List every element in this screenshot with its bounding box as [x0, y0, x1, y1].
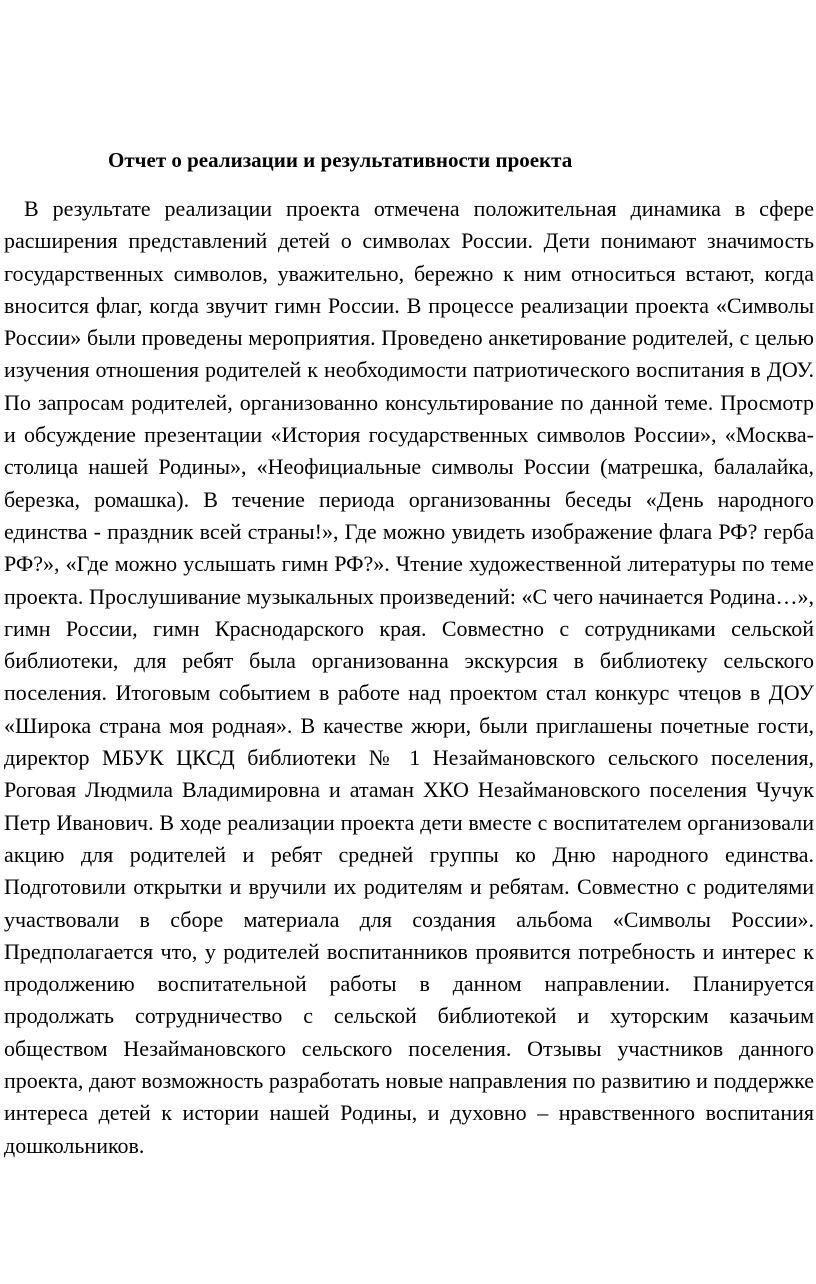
report-paragraph: В результате реализации проекта отмечена положительная динамика в сфере расширения представлений детей о символах России. Дети понимают значимость государственных символов, уважительно, бережно к ним относиться встают, когда вносится флаг, когда звучит гимн России. В процессе реализации проекта «Символы России» были проведены мероприятия. Проведено анкетирование родителей, с целью изучения отношения родителей к необходимости патриотического воспитания в ДОУ. По запросам родителей, организованно консультирование по данной теме. Просмотр и обсуждение презентации «История государственных символов России», «Москва-столица нашей Родины», «Неофициальные символы России (матрешка, балалайка, березка, ромашка). В течение периода организованны беседы «День народного единства - праздник всей страны!», Где можно увидеть изображение флага РФ? герба РФ?», «Где можно услышать гимн РФ?». Чтение художественной литературы по теме проекта. Прослушивание музыкальных произведений: «С чего начинается Родина…», гимн России, гимн Краснодарского края. Совместно с сотрудниками сельской библиотеки, для ребят была организованна экскурсия в библиотеку сельского поселения. Итоговым событием в работе над проектом стал конкурс чтецов в ДОУ «Широка страна моя родная». В качестве жюри, были приглашены почетные гости, директор МБУК ЦКСД библиотеки № 1 Незаймановского сельского поселения, Роговая Людмила Владимировна и атаман ХКО Незаймановского поселения Чучук Петр Иванович. В ходе реализации проекта дети вместе с воспитателем организовали акцию для родителей и ребят средней группы ко Дню народного единства. Подготовили открытки и вручили их родителям и ребятам. Совместно с родителями участвовали в сборе материала для создания альбома «Символы России». Предполагается что, у родителей воспитанников проявится потребность и интерес к продолжению воспитательной работы в данном направлении. Планируется продолжать сотрудничество с сельской библиотекой и хуторским казачьим обществом Незаймановского сельского поселения. Отзывы участников данного проекта, дают возможность разработать новые направления по развитию и поддержке интереса детей к истории нашей Родины, и духовно – нравственного воспитания дошкольников. — [4, 196, 814, 1158]
document-title: Отчет о реализации и результативности проекта — [108, 148, 573, 172]
